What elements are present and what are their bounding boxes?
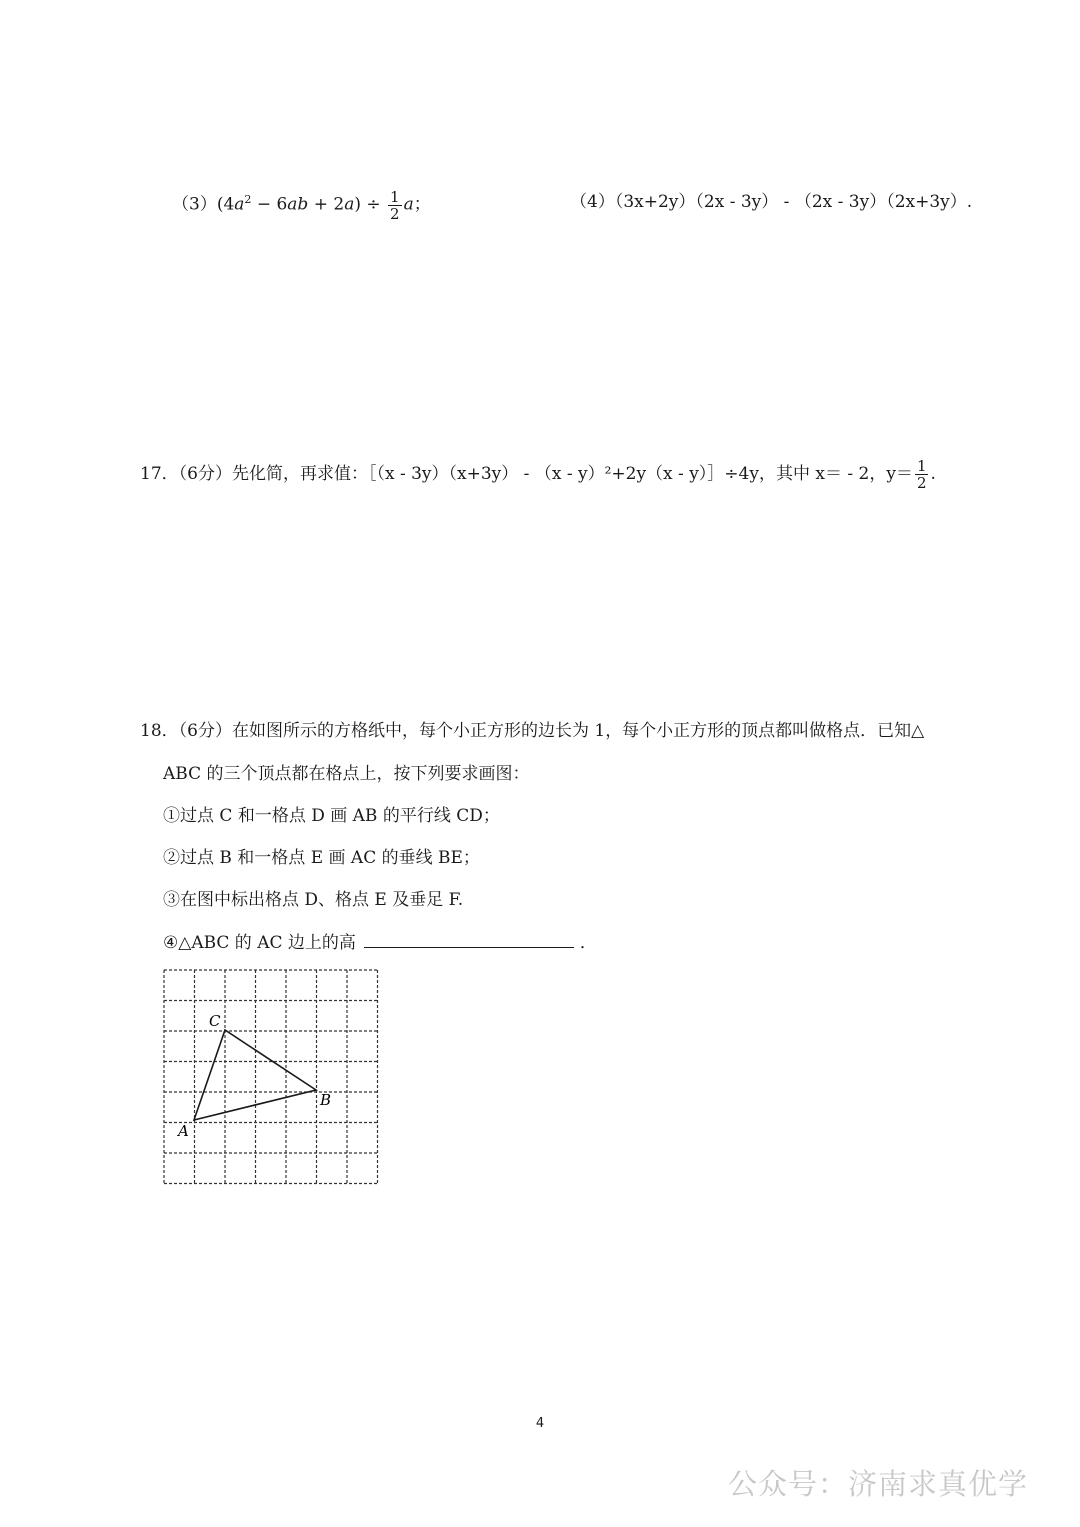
q18-item2: ②过点 B 和一格点 E 画 AC 的垂线 BE； xyxy=(163,848,480,868)
label-c: C xyxy=(209,1012,221,1030)
watermark: 公众号：济南求真优学 xyxy=(727,1467,1028,1501)
q16-part3: $(3)(4a^2 - 6ab + 2a)$ ÷ $\frac{1}{2}$ a； xyxy=(172,187,431,223)
q18-line1: 18．（6分）在如图所示的方格纸中，每个小正方形的边长为 1，每个小正方形的顶点都叫做格点．已知△ xyxy=(140,721,925,741)
label-a: A xyxy=(178,1122,189,1140)
q17-number: 17． xyxy=(140,464,179,484)
q17: 17．（6分）先化简，再求值：［（x - 3y）（x+3y） - （x - y）²+2y（x - y）］÷4y，其中 x＝ - 2，y＝ $\frac{1}{2}$ . xyxy=(140,457,936,492)
q18-item4: ④△ABC 的 AC 边上的高 ． xyxy=(163,933,597,953)
page-number: 4 xyxy=(535,1416,545,1431)
q16-part4 xyxy=(570,190,972,214)
q17-score: （6分） xyxy=(178,464,232,484)
q17-text: 先化简，再求值：［（x - 3y）（x+3y） - （x - y）²+2y（x - y）］÷4y，其中 x＝ - 2，y＝ xyxy=(231,464,913,484)
fraction-one-half: $\frac{1}{2}$ xyxy=(390,187,400,223)
fraction-one-half: $\frac{1}{2}$ xyxy=(916,457,927,492)
q18-line2: ABC 的三个顶点都在格点上，按下列要求画图： xyxy=(163,764,530,784)
grid-figure xyxy=(150,958,390,1188)
q18-item3: ③在图中标出格点 D、格点 E 及垂足 F. xyxy=(163,890,464,910)
q16-part4-expression: （3x+2y）（2x - 3y） - （2x - 3y）（2x+3y）. xyxy=(614,192,973,212)
answer-blank[interactable] xyxy=(364,931,574,948)
q18-item1: ①过点 C 和一格点 D 画 AB 的平行线 CD； xyxy=(163,806,500,826)
label-b: B xyxy=(320,1091,332,1109)
q18-score: （6分） xyxy=(178,721,232,741)
q18-number: 18． xyxy=(140,721,179,741)
grid-lines xyxy=(164,970,378,1184)
q16-part4-label: （4） xyxy=(570,192,615,212)
q16-part3-label: （3） xyxy=(172,194,217,215)
